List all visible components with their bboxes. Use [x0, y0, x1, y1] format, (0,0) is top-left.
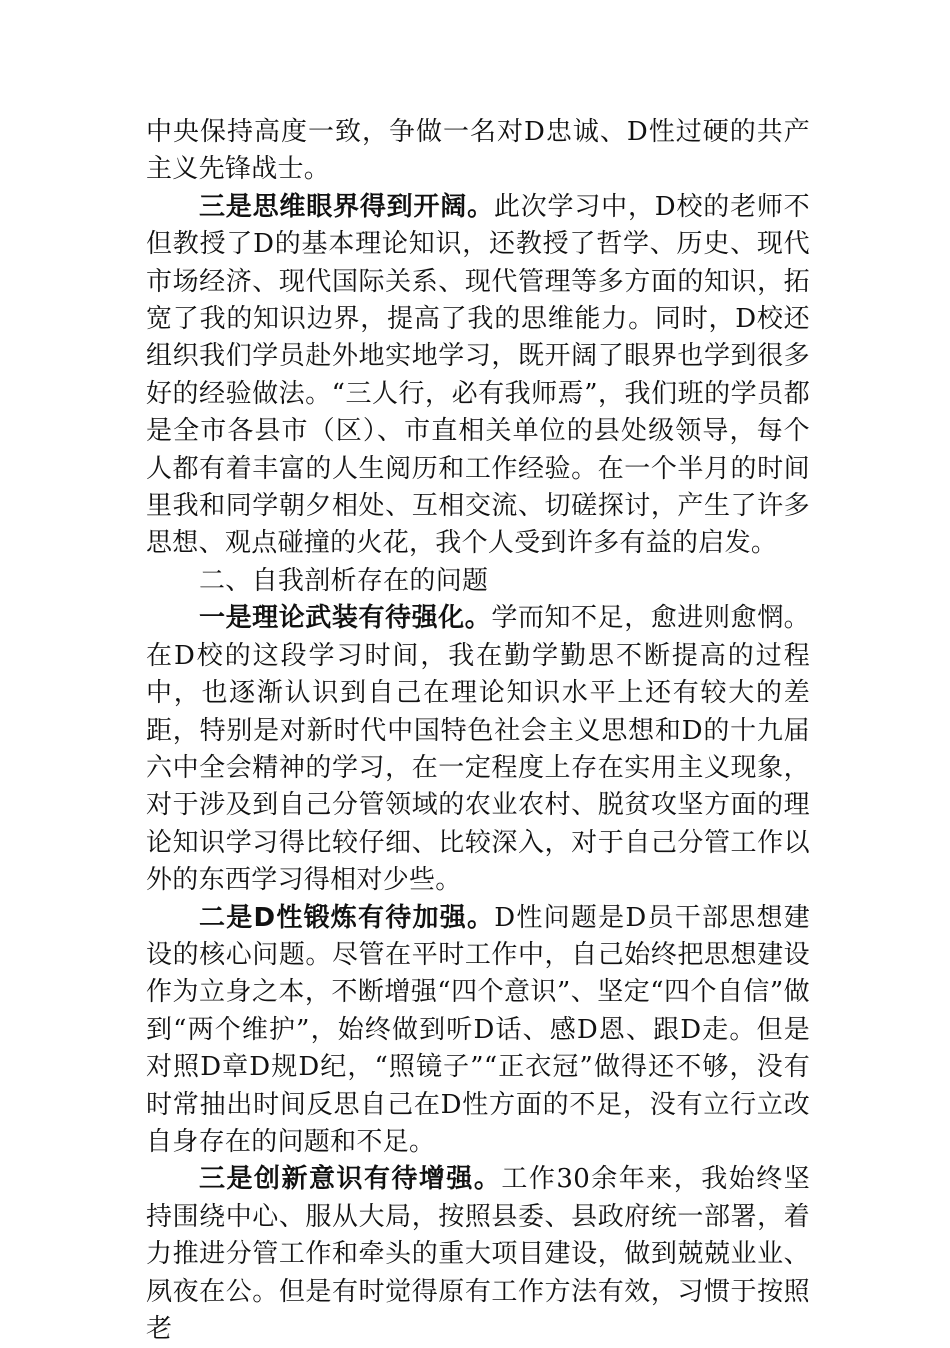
paragraph-innovation [146, 1161, 810, 1348]
section-heading: 二、自我剖析存在的问题 [199, 565, 489, 596]
paragraph-lead: 三是创新意识有待增强。 [199, 1164, 502, 1195]
paragraph-theory [146, 600, 810, 899]
paragraph-body: 工作30余年来，我始终坚持围绕中心、服从大局，按照县委、县政府统一部署，着力推进分管工作和牵头的重大项目建设，做到兢兢业业、夙夜在公。但是有时觉得原有工作方法有效，习惯于按照老 [146, 1164, 810, 1344]
paragraph-lead: 一是理论武装有待强化。 [199, 603, 492, 634]
paragraph-lead: 三是思维眼界得到开阔。 [199, 191, 494, 222]
paragraph-lead: 二是D性锻炼有待加强。 [199, 902, 495, 933]
paragraph-continued: 中央保持高度一致，争做一名对D忠诚、D性过硬的共产主义先锋战士。 [146, 117, 810, 185]
paragraph-body: 学而知不足，愈进则愈惘。在D校的这段学习时间，我在勤学勤思不断提高的过程中，也逐渐认识到自己在理论知识水平上还有较大的差距，特别是对新时代中国特色社会主义思想和D的十九届六中全会精神的学习，在一定程度上存在实用主义现象，对于涉及到自己分管领域的农业农村、脱贫攻坚方面的理论知识学习得比较仔细、比较深入，对于自己分管工作以外的东西学习得相对少些。 [146, 603, 810, 896]
paragraph-party-spirit [146, 900, 810, 1162]
paragraph-body: D性问题是D员干部思想建设的核心问题。尽管在平时工作中，自己始终把思想建设作为立身之本，不断增强“四个意识”、坚定“四个自信”做到“两个维护”，始终做到听D话、感D恩、跟D走。但是对照D章D规D纪，“照镜子”“正衣冠”做得还不够，没有时常抽出时间反思自己在D性方面的不足，没有立行立改自身存在的问题和不足。 [146, 902, 810, 1157]
document-page [146, 114, 810, 1348]
paragraph-thinking-broadened [146, 189, 810, 563]
paragraph-body: 此次学习中，D校的老师不但教授了D的基本理论知识，还教授了哲学、历史、现代市场经济、现代国际关系、现代管理等多方面的知识，拓宽了我的知识边界，提高了我的思维能力。同时，D校还组织我们学员赴外地实地学习，既开阔了眼界也学到很多好的经验做法。“三人行，必有我师焉”，我们班的学员都是全市各县市（区）、市直相关单位的县处级领导，每个人都有着丰富的人生阅历和工作经验。在一个半月的时间里我和同学朝夕相处、互相交流、切磋探讨，产生了许多思想、观点碰撞的火花，我个人受到许多有益的启发。 [146, 191, 810, 559]
